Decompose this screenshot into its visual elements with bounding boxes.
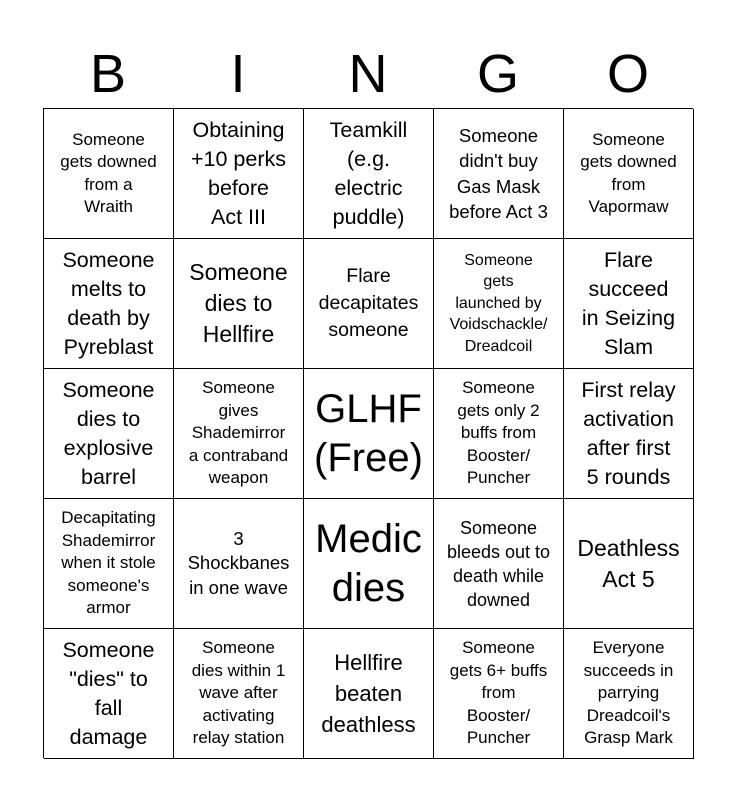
bingo-cell-text: Someone dies to explosive barrel [62,377,155,489]
header-letter-g: G [476,44,519,104]
bingo-cell-text: Flare decapitates someone [318,265,419,341]
bingo-cell[interactable] [434,629,564,759]
bingo-cell[interactable] [434,369,564,499]
bingo-cell-text: GLHF (Free) [314,386,423,480]
bingo-board [43,108,693,758]
bingo-cell-text: Obtaining +10 perks before Act III [190,117,287,229]
bingo-cell-text: Teamkill (e.g. electric puddle) [329,117,408,229]
bingo-cell[interactable] [434,499,564,629]
bingo-cell[interactable] [44,109,174,239]
bingo-cell[interactable] [304,499,434,629]
bingo-cell[interactable] [564,369,694,499]
bingo-cell-text: Someone dies within 1 wave after activating relay station [191,638,286,748]
bingo-cell[interactable] [564,499,694,629]
bingo-cell[interactable] [174,239,304,369]
bingo-cell-text: Someone didn't buy Gas Mask before Act 3 [449,124,548,222]
header-letter-o: O [606,44,649,104]
bingo-cell-text: Someone melts to death by Pyreblast [62,247,155,359]
bingo-cell[interactable] [434,109,564,239]
bingo-cell-text: Flare succeed in Seizing Slam [581,247,676,359]
bingo-cell-text: Someone gets downed from Vapormaw [580,129,677,216]
bingo-cell[interactable] [174,369,304,499]
bingo-cell[interactable] [564,239,694,369]
bingo-cell-text: Deathless Act 5 [577,534,680,592]
bingo-cell-text: Someone bleeds out to death while downed [446,517,551,610]
bingo-cell[interactable] [304,239,434,369]
bingo-cell-text: Medic dies [315,516,422,610]
bingo-cell[interactable] [174,109,304,239]
bingo-cell[interactable] [44,629,174,759]
bingo-cell-text: Someone gets 6+ buffs from Booster/ Puncher [449,638,548,748]
bingo-cell[interactable] [434,239,564,369]
bingo-cell[interactable] [44,499,174,629]
bingo-cell-text: Someone gets launched by Voidschackle/ Dreadcoil [449,251,548,355]
bingo-cell-text: Someone gives Shademirror a contraband weapon [188,378,289,488]
bingo-cell-text: Someone dies to Hellfire [189,259,288,347]
bingo-cell[interactable] [174,629,304,759]
bingo-cell-text: 3 Shockbanes in one wave [187,527,290,598]
bingo-cell-text: Hellfire beaten deathless [321,650,416,737]
bingo-cell[interactable] [44,369,174,499]
bingo-cell[interactable] [564,629,694,759]
bingo-cell-text: Someone gets downed from a Wraith [60,129,157,216]
header-letter-n: N [348,44,388,104]
bingo-cell[interactable] [304,629,434,759]
bingo-cell-text: First relay activation after first 5 rounds [581,377,676,489]
bingo-cell[interactable] [304,109,434,239]
bingo-cell[interactable] [44,239,174,369]
bingo-cell-text: Someone gets only 2 buffs from Booster/ Puncher [457,378,540,488]
header-letter-b: B [89,44,127,104]
bingo-cell[interactable] [174,499,304,629]
free-space-cell[interactable] [304,369,434,499]
header-letter-i: I [230,44,246,104]
bingo-cell-text: Decapitating Shademirror when it stole someone's armor [61,508,156,618]
bingo-cell-text: Someone "dies" to fall damage [62,637,155,749]
bingo-cell-text: Everyone succeeds in parrying Dreadcoil's Grasp Mark [583,638,674,748]
bingo-cell[interactable] [564,109,694,239]
bingo-header [43,40,693,108]
